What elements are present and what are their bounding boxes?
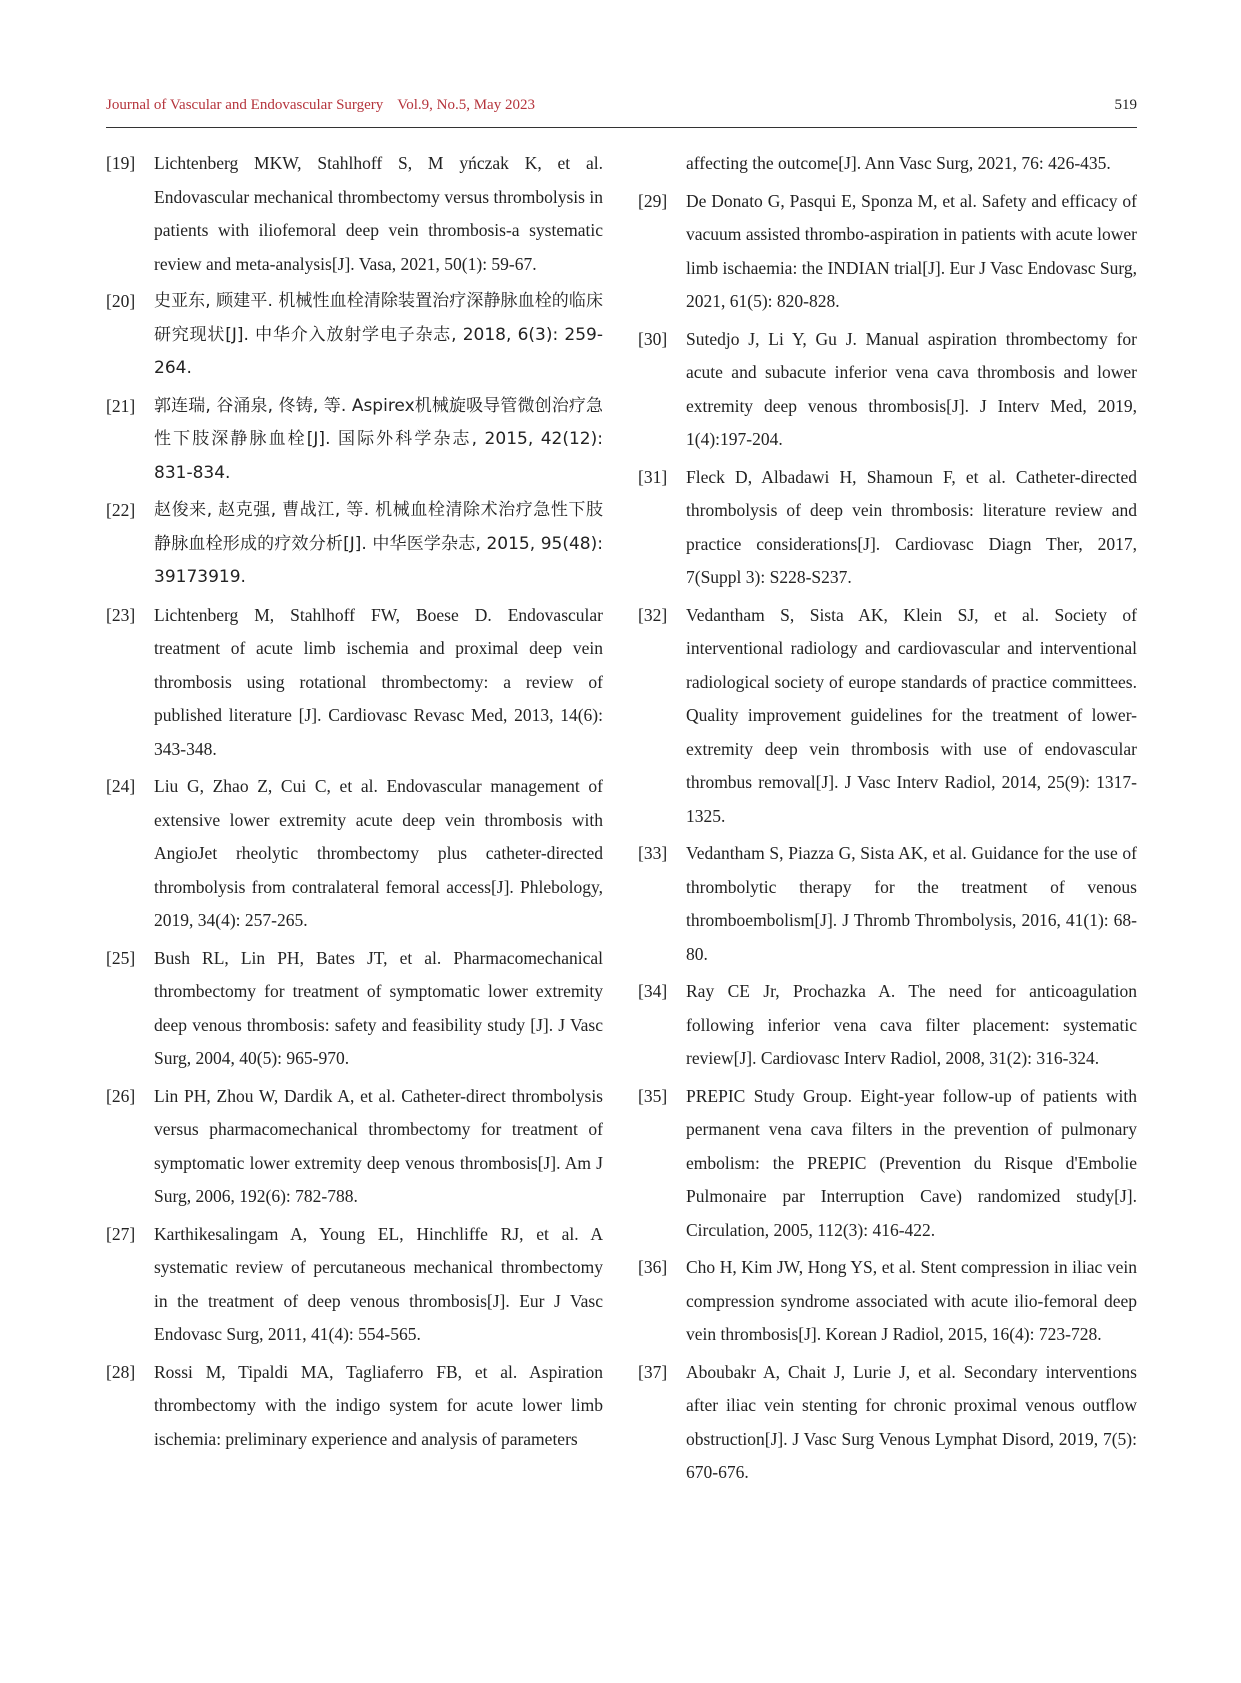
reference-text: 郭连瑞, 谷涌泉, 佟铸, 等. Aspirex机械旋吸导管微创治疗急性下肢深静脉血栓[J]. 国际外科学杂志, 2015, 42(12): 831-834. bbox=[154, 395, 603, 483]
reference-number: [19] bbox=[106, 153, 136, 173]
reference-number: [21] bbox=[106, 395, 136, 416]
reference-text: 史亚东, 顾建平. 机械性血栓清除装置治疗深静脉血栓的临床研究现状[J]. 中华介入放射学电子杂志, 2018, 6(3): 259-264. bbox=[154, 291, 603, 378]
reference-text: Vedantham S, Piazza G, Sista AK, et al. Guidance for the use of thrombolytic therapy for the treatment of venous thromboembolism[J]. J Thromb Thrombolysis, 2016, 41(1): 68-80. bbox=[686, 843, 1137, 964]
reference-number: [22] bbox=[106, 500, 136, 520]
reference-number: [23] bbox=[106, 604, 136, 625]
reference-text: Bush RL, Lin PH, Bates JT, et al. Pharmacomechanical thrombectomy for treatment of symptomatic lower extremity deep venous thrombosis: safety and feasibility study [J]. J Vasc Surg, 2004, 40(5): 965-970. bbox=[154, 947, 603, 1068]
reference-number: [25] bbox=[106, 947, 136, 968]
running-header bbox=[106, 95, 1137, 128]
reference-number: [30] bbox=[638, 328, 668, 349]
reference-number: [36] bbox=[638, 1257, 668, 1277]
reference-item bbox=[106, 599, 603, 767]
reference-number: [27] bbox=[106, 1223, 136, 1244]
journal-issue: Vol.9, No.5, May 2023 bbox=[397, 97, 535, 113]
reference-number: [29] bbox=[638, 190, 668, 211]
reference-text: Cho H, Kim JW, Hong YS, et al. Stent compression in iliac vein compression syndrome associated with acute ilio-femoral deep vein thrombosis[J]. Korean J Radiol, 2015, 16(4): 723-728. bbox=[686, 1257, 1137, 1344]
reference-item bbox=[106, 285, 603, 386]
reference-text: PREPIC Study Group. Eight-year follow-up of patients with permanent vena cava filters in the prevention of pulmonary embolism: the PREPIC (Prevention du Risque d'Embolie Pulmonaire par Interruption Cave) randomized study[J]. Circulation, 2005, 112(3): 416-422. bbox=[686, 1085, 1137, 1240]
page-number: 519 bbox=[1114, 97, 1137, 113]
reference-item bbox=[106, 1218, 603, 1352]
reference-item bbox=[638, 1356, 1137, 1490]
reference-text: Lin PH, Zhou W, Dardik A, et al. Catheter-direct thrombolysis versus pharmacomechanical thrombectomy for treatment of symptomatic lower extremity deep venous thrombosis[J]. Am J Surg, 2006, 192(6): 782-788. bbox=[154, 1085, 603, 1206]
reference-number: [34] bbox=[638, 981, 668, 1001]
reference-item bbox=[106, 770, 603, 938]
journal-title: Journal of Vascular and Endovascular Surgery bbox=[106, 97, 384, 113]
reference-text: Karthikesalingam A, Young EL, Hinchliffe RJ, et al. A systematic review of percutaneous mechanical thrombectomy in the treatment of deep venous thrombosis[J]. Eur J Vasc Endovasc Surg, 2011, 41(4): 554-565. bbox=[154, 1223, 603, 1344]
reference-item bbox=[106, 494, 603, 595]
references-left-column bbox=[106, 147, 603, 1460]
reference-text: affecting the outcome[J]. Ann Vasc Surg, 2021, 76: 426-435. bbox=[686, 153, 1111, 173]
reference-item bbox=[638, 1251, 1137, 1352]
references-right-column bbox=[638, 147, 1137, 1494]
reference-item bbox=[106, 1080, 603, 1214]
reference-text: 赵俊来, 赵克强, 曹战江, 等. 机械血栓清除术治疗急性下肢静脉血栓形成的疗效分析[J]. 中华医学杂志, 2015, 95(48): 39173919. bbox=[154, 500, 603, 587]
reference-number: [24] bbox=[106, 776, 136, 796]
reference-number: [37] bbox=[638, 1361, 668, 1382]
reference-item bbox=[106, 942, 603, 1076]
reference-item bbox=[638, 185, 1137, 319]
reference-text: Fleck D, Albadawi H, Shamoun F, et al. Catheter-directed thrombolysis of deep vein thrombosis: literature review and practice considerations[J]. Cardiovasc Diagn Ther, 2017, 7(Suppl 3): S228-S237. bbox=[686, 466, 1137, 587]
reference-item bbox=[638, 1080, 1137, 1248]
reference-item bbox=[638, 599, 1137, 834]
reference-number: [26] bbox=[106, 1085, 136, 1106]
reference-text: De Donato G, Pasqui E, Sponza M, et al. Safety and efficacy of vacuum assisted thrombo-aspiration in patients with acute lower limb ischaemia: the INDIAN trial[J]. Eur J Vasc Endovasc Surg, 2021, 61(5): 820-828. bbox=[686, 190, 1137, 311]
reference-text: Sutedjo J, Li Y, Gu J. Manual aspiration thrombectomy for acute and subacute inferior vena cava thrombosis and lower extremity deep venous thrombosis[J]. J Interv Med, 2019, 1(4):197-204. bbox=[686, 328, 1137, 449]
reference-item bbox=[638, 837, 1137, 971]
reference-continuation bbox=[638, 147, 1137, 181]
reference-number: [31] bbox=[638, 466, 668, 487]
reference-text: Aboubakr A, Chait J, Lurie J, et al. Secondary interventions after iliac vein stenting for chronic proximal venous outflow obstruction[J]. J Vasc Surg Venous Lymphat Disord, 2019, 7(5): 670-676. bbox=[686, 1361, 1137, 1482]
reference-number: [33] bbox=[638, 843, 668, 863]
reference-number: [35] bbox=[638, 1085, 668, 1106]
journal-citation-line bbox=[106, 97, 535, 114]
reference-item bbox=[106, 390, 603, 491]
reference-item bbox=[106, 1356, 603, 1457]
reference-text: Lichtenberg M, Stahlhoff FW, Boese D. Endovascular treatment of acute limb ischemia and proximal deep vein thrombosis using rotational thrombectomy: a review of published literature [J]. Cardiovasc Revasc Med, 2013, 14(6): 343-348. bbox=[154, 604, 603, 759]
reference-number: [32] bbox=[638, 604, 668, 625]
reference-text: Lichtenberg MKW, Stahlhoff S, M yńczak K, et al. Endovascular mechanical thrombectomy versus thrombolysis in patients with iliofemoral deep vein thrombosis-a systematic review and meta-analysis[J]. Vasa, 2021, 50(1): 59-67. bbox=[154, 153, 603, 274]
reference-item bbox=[638, 323, 1137, 457]
reference-text: Liu G, Zhao Z, Cui C, et al. Endovascular management of extensive lower extremity acute deep vein thrombosis with AngioJet rheolytic thrombectomy plus catheter-directed thrombolysis from contralateral femoral access[J]. Phlebology, 2019, 34(4): 257-265. bbox=[154, 776, 603, 930]
reference-text: Vedantham S, Sista AK, Klein SJ, et al. Society of interventional radiology and cardiovascular and interventional radiological society of europe standards of practice committees. Quality improvement guidelines for the treatment of lower-extremity deep vein thrombosis with use of endovascular thrombus removal[J]. J Vasc Interv Radiol, 2014, 25(9): 1317-1325. bbox=[686, 604, 1137, 826]
reference-item bbox=[638, 461, 1137, 595]
reference-text: Ray CE Jr, Prochazka A. The need for anticoagulation following inferior vena cava filter placement: systematic review[J]. Cardiovasc Interv Radiol, 2008, 31(2): 316-324. bbox=[686, 981, 1137, 1068]
reference-text: Rossi M, Tipaldi MA, Tagliaferro FB, et al. Aspiration thrombectomy with the indigo system for acute lower limb ischemia: preliminary experience and analysis of parameters bbox=[154, 1361, 603, 1449]
reference-item bbox=[638, 975, 1137, 1076]
reference-number: [20] bbox=[106, 291, 136, 311]
reference-number: [28] bbox=[106, 1361, 136, 1382]
reference-item bbox=[106, 147, 603, 281]
